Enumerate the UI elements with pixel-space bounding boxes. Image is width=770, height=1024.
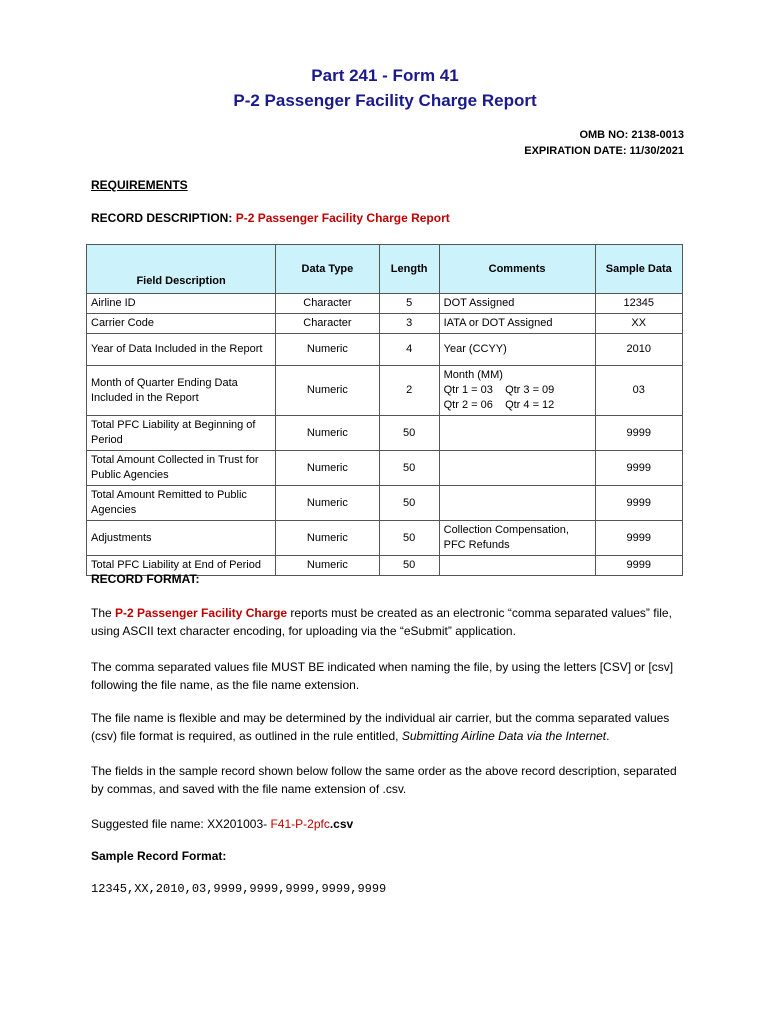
record-description-label: RECORD DESCRIPTION: (91, 211, 233, 225)
table-row (87, 314, 683, 334)
cell-type: Numeric (276, 556, 379, 576)
cell-length: 50 (379, 451, 439, 486)
header-sample-data: Sample Data (595, 245, 682, 294)
p5-extension: .csv (329, 817, 354, 831)
record-description (91, 211, 450, 225)
p3-text-a: The file name is flexible and may be determined by the individual air carrier, but the comma separated values (csv) file format is required, as outlined in the rule entitled, (91, 711, 670, 743)
paragraph-csv-requirement (91, 604, 691, 640)
paragraph-file-naming: The comma separated values file MUST BE indicated when naming the file, by using the letters [CSV] or [csv] following the file name, as the file name extension. (91, 660, 674, 692)
cell-sample: XX (595, 314, 682, 334)
table-row (87, 334, 683, 366)
header-length: Length (379, 245, 439, 294)
table-row (87, 416, 683, 451)
p3-rule-title: Submitting Airline Data via the Internet (401, 729, 607, 743)
table-row (87, 366, 683, 416)
expiration-date: EXPIRATION DATE: 11/30/2021 (524, 145, 684, 157)
cell-type: Numeric (276, 486, 379, 521)
cell-length: 2 (379, 366, 439, 416)
record-description-value: P-2 Passenger Facility Charge Report (235, 211, 450, 225)
table-row (87, 521, 683, 556)
cell-field: Month of Quarter Ending Data Included in the Report (87, 366, 276, 416)
cell-sample: 9999 (595, 416, 682, 451)
omb-number: OMB NO: 2138-0013 (579, 129, 684, 141)
cell-field: Airline ID (87, 294, 276, 314)
cell-field: Year of Data Included in the Report (87, 334, 276, 366)
cell-type: Numeric (276, 366, 379, 416)
p5-file-stem: F41-P-2pfc (270, 817, 330, 831)
cell-type: Numeric (276, 334, 379, 366)
cell-type: Numeric (276, 416, 379, 451)
paragraph-field-order: The fields in the sample record shown below follow the same order as the above record description, separated by commas, and saved with the file name extension of .csv. (91, 764, 677, 796)
cell-sample: 03 (595, 366, 682, 416)
report-title: P-2 Passenger Facility Charge Report (233, 91, 537, 110)
cell-sample: 9999 (595, 451, 682, 486)
p5-text-a: Suggested file name: XX201003- (91, 817, 271, 831)
cell-field: Total PFC Liability at End of Period (87, 556, 276, 576)
cell-length: 50 (379, 556, 439, 576)
header-data-type: Data Type (276, 245, 379, 294)
cell-type: Character (276, 294, 379, 314)
cell-field: Carrier Code (87, 314, 276, 334)
cell-sample: 2010 (595, 334, 682, 366)
cell-length: 3 (379, 314, 439, 334)
cell-comments (439, 451, 595, 486)
cell-comments: Collection Compensation, PFC Refunds (439, 521, 595, 556)
sample-record-heading: Sample Record Format: (91, 849, 227, 863)
cell-length: 5 (379, 294, 439, 314)
requirements-heading: REQUIREMENTS (91, 178, 188, 192)
cell-type: Numeric (276, 451, 379, 486)
cell-field: Total Amount Collected in Trust for Public Agencies (87, 451, 276, 486)
table-row (87, 486, 683, 521)
cell-sample: 9999 (595, 521, 682, 556)
p1-text-a: The (91, 606, 116, 620)
table-row (87, 294, 683, 314)
cell-length: 50 (379, 486, 439, 521)
record-description-table (86, 244, 683, 576)
cell-field: Adjustments (87, 521, 276, 556)
cell-sample: 9999 (595, 486, 682, 521)
form-title: Part 241 - Form 41 (311, 66, 459, 85)
table-row (87, 451, 683, 486)
record-format-heading: RECORD FORMAT: (91, 572, 200, 586)
cell-length: 50 (379, 521, 439, 556)
p1-report-name: P-2 Passenger Facility Charge (115, 606, 288, 620)
cell-sample: 12345 (595, 294, 682, 314)
cell-comments (439, 556, 595, 576)
cell-comments: Year (CCYY) (439, 334, 595, 366)
suggested-file-name (91, 815, 691, 833)
header-comments: Comments (439, 245, 595, 294)
cell-length: 4 (379, 334, 439, 366)
p3-text-b: . (606, 729, 610, 743)
cell-comments: IATA or DOT Assigned (439, 314, 595, 334)
table-header-row (87, 245, 683, 294)
cell-type: Character (276, 314, 379, 334)
cell-comments: Month (MM) Qtr 1 = 03 Qtr 3 = 09 Qtr 2 = 06 Qtr 4 = 12 (439, 366, 595, 416)
cell-type: Numeric (276, 521, 379, 556)
cell-field: Total Amount Remitted to Public Agencies (87, 486, 276, 521)
p1-text-b: reports must be created as an electronic “comma separated values” file, using ASCII text character encoding, for uploading via the “eSubmit” application. (91, 606, 672, 638)
cell-comments: DOT Assigned (439, 294, 595, 314)
paragraph-file-name-flexible (91, 709, 691, 745)
cell-sample: 9999 (595, 556, 682, 576)
header-field-description: Field Description (87, 245, 276, 294)
sample-record: 12345,XX,2010,03,9999,9999,9999,9999,9999 (91, 882, 387, 896)
cell-length: 50 (379, 416, 439, 451)
cell-field: Total PFC Liability at Beginning of Period (87, 416, 276, 451)
cell-comments (439, 486, 595, 521)
cell-comments (439, 416, 595, 451)
